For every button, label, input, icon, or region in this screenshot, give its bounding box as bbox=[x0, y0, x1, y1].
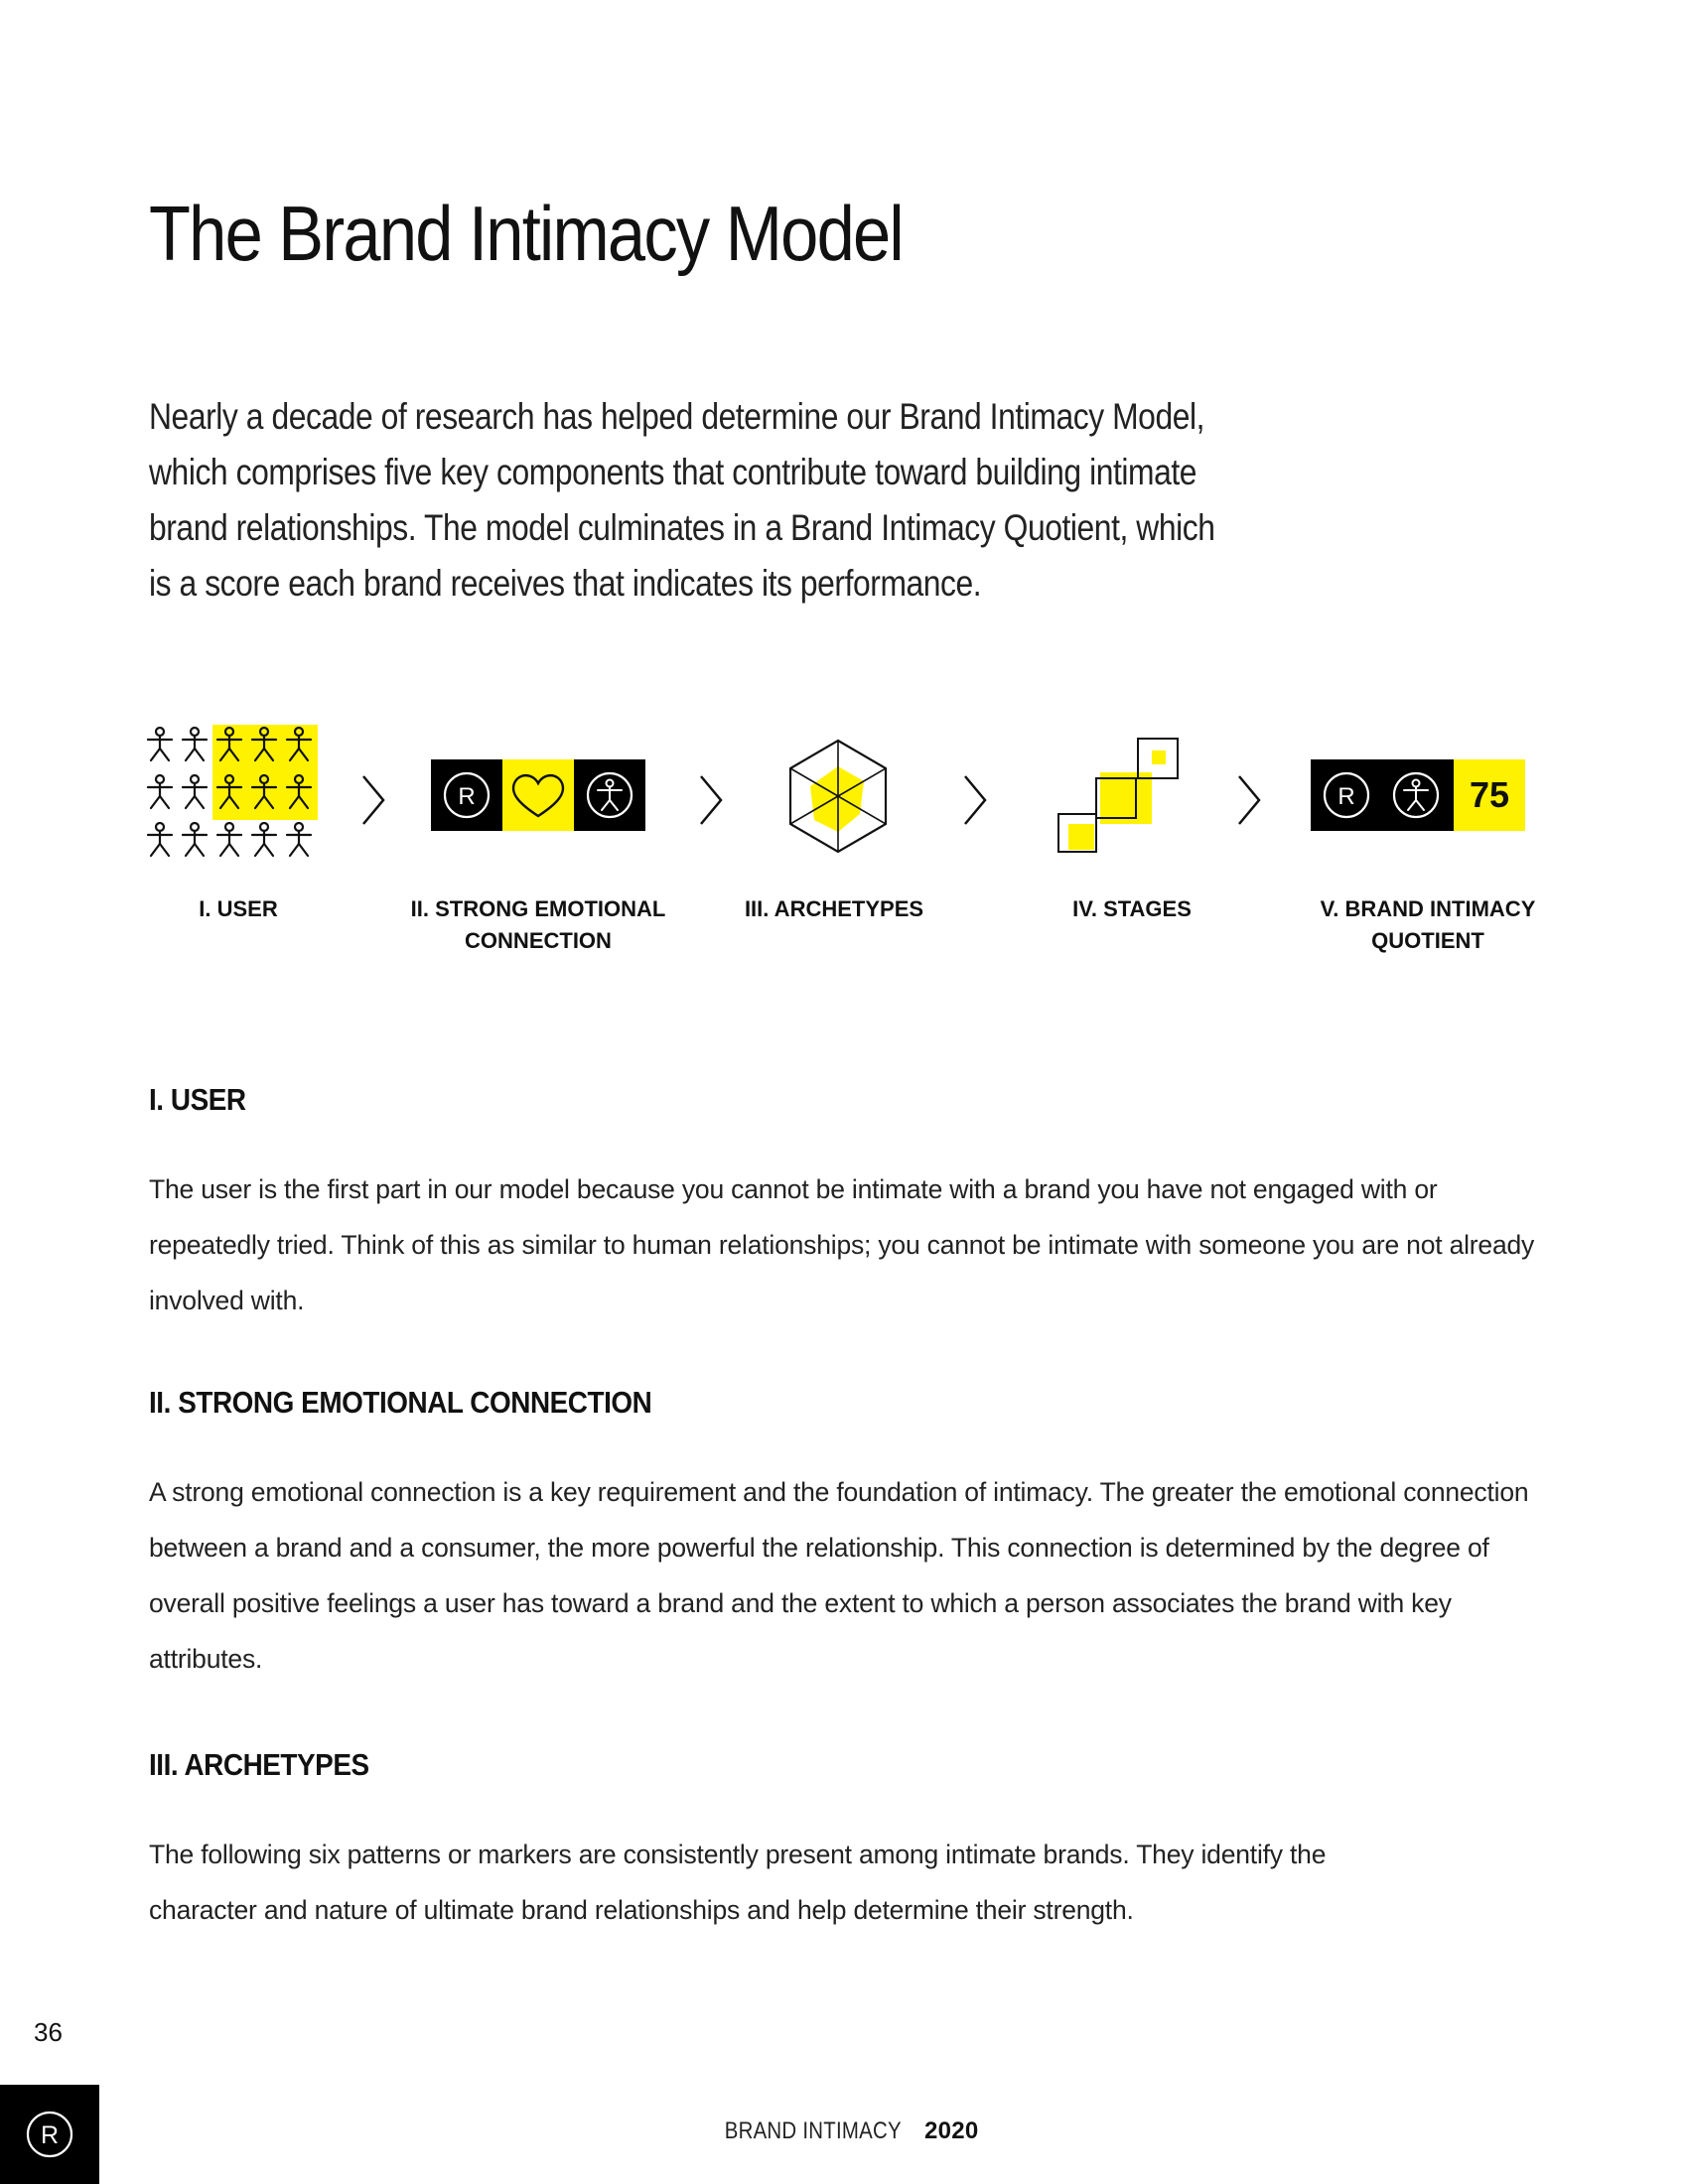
person-icon bbox=[217, 823, 241, 856]
chevron-right-icon bbox=[697, 772, 725, 828]
hexagon-cube-icon bbox=[784, 737, 892, 858]
chevron-right-icon bbox=[1235, 772, 1263, 828]
section-heading-archetypes: III. ARCHETYPES bbox=[149, 1747, 369, 1782]
connection-icon bbox=[431, 759, 645, 831]
section-body-connection: A strong emotional connection is a key requirement and the foundation of intimacy. The greater the emotional connection between a brand and a consumer, the more powerful the relationship. This connection is determined by the degree of overall positive feelings a user has toward a brand and the extent to which a person associates the brand with key attributes. bbox=[149, 1477, 1529, 1674]
score-badge-icon bbox=[1311, 759, 1525, 831]
intro-paragraph: Nearly a decade of research has helped determine our Brand Intimacy Model, which comprises five key components that contribute toward building intimate brand relationships. The model culminates in a Brand Intimacy Quotient, which is a score each brand receives that indicates its performance. bbox=[149, 396, 1215, 604]
person-icon bbox=[183, 775, 207, 808]
model-diagram bbox=[0, 725, 1688, 983]
section-body-user: The user is the first part in our model because you cannot be intimate with a brand you have not engaged with or repeatedly tried. Think of this as similar to human relationships; you cannot be intimate with someone you are not already involved with. bbox=[149, 1174, 1535, 1315]
person-icon bbox=[252, 823, 276, 856]
quotient-score: 75 bbox=[1469, 774, 1510, 815]
stairs-squares-icon bbox=[1056, 737, 1186, 866]
chevron-right-icon bbox=[359, 772, 387, 828]
footer-brand bbox=[0, 2117, 1688, 2145]
chevron-right-icon bbox=[961, 772, 989, 828]
section-heading-connection: II. STRONG EMOTIONAL CONNECTION bbox=[149, 1385, 652, 1420]
footer-brand-text: BRAND INTIMACY bbox=[725, 2117, 903, 2144]
step-label-stages: IV. STAGES bbox=[1072, 896, 1192, 921]
person-icon bbox=[183, 823, 207, 856]
person-icon bbox=[148, 775, 172, 808]
page-title: The Brand Intimacy Model bbox=[149, 190, 903, 277]
registered-letter: R bbox=[40, 2121, 60, 2149]
footer-year: 2020 bbox=[923, 2117, 979, 2144]
person-icon bbox=[148, 728, 172, 760]
page-number: 36 bbox=[34, 2017, 63, 2047]
step-label-quotient: V. BRAND INTIMACY QUOTIENT bbox=[1320, 896, 1536, 953]
registered-letter: R bbox=[458, 783, 476, 810]
section-heading-user: I. USER bbox=[149, 1082, 246, 1117]
step-label-user: I. USER bbox=[199, 896, 278, 921]
person-icon bbox=[148, 823, 172, 856]
person-icon bbox=[287, 823, 311, 856]
step-label-connection: II. STRONG EMOTIONAL CONNECTION bbox=[410, 896, 666, 953]
registered-letter: R bbox=[1337, 783, 1355, 810]
step-label-archetypes: III. ARCHETYPES bbox=[744, 896, 924, 921]
section-body-archetypes: The following six patterns or markers are consistently present among intimate brands. They identify the character and nature of ultimate brand relationships and help determine their strength. bbox=[149, 1840, 1327, 1925]
person-icon bbox=[183, 728, 207, 760]
user-grid-icon bbox=[145, 725, 324, 874]
